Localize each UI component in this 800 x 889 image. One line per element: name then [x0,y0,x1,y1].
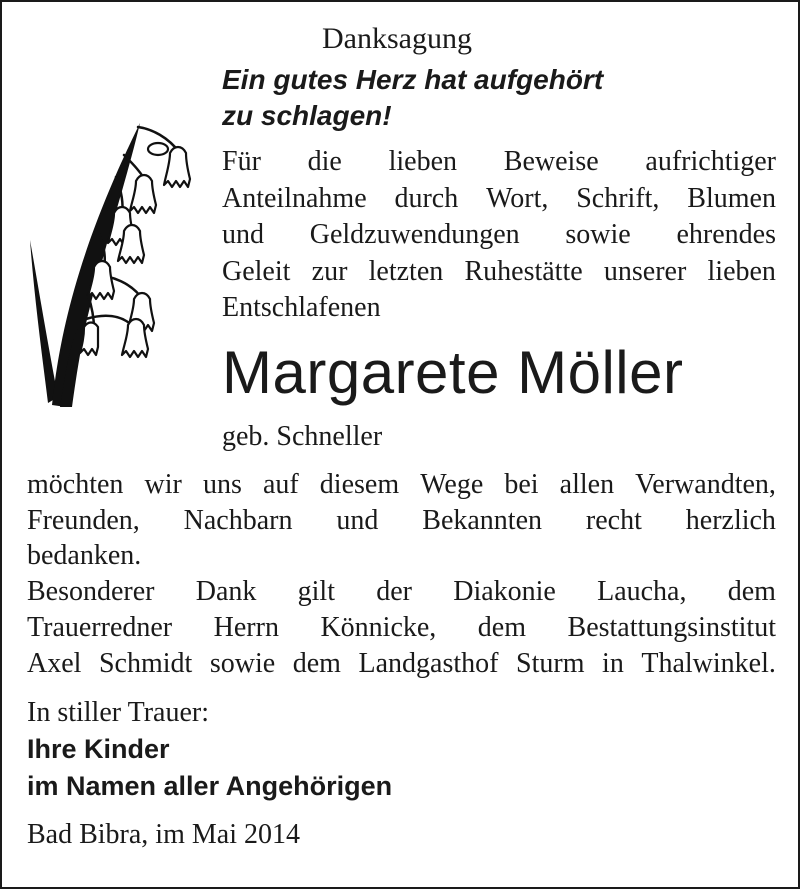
motto-line: zu schlagen! [222,100,392,131]
text-line: Entschlafenen [222,292,381,323]
thanks-paragraph [27,467,776,681]
signatory: im Namen aller Angehörigen [27,771,393,801]
text-line: Trauerredner Herrn Könnicke, dem Bestattungsinstitut [27,611,776,643]
text-line: Besonderer Dank gilt der Diakonie Laucha, dem [27,576,776,608]
motto [222,62,603,134]
lily-of-the-valley-icon [20,115,210,410]
text-line: Anteilnahme durch Wort, Schrift, Blumen [222,182,776,214]
maiden-name: geb. Schneller [222,421,383,452]
closing-block [27,694,392,805]
signatory: Ihre Kinder [27,734,170,764]
notice-heading: Danksagung [322,22,472,55]
deceased-name: Margarete Möller [222,339,684,406]
text-line: Freunden, Nachbarn und Bekannten recht herzlich [27,504,776,536]
place-date: Bad Bibra, im Mai 2014 [27,819,300,850]
text-line: und Geldzuwendungen sowie ehrendes [222,219,776,250]
motto-line: Ein gutes Herz hat aufgehört [222,64,604,95]
text-line: Geleit zur letzten Ruhestätte unserer lieben [222,255,776,287]
intro-paragraph [222,144,776,327]
text-line: möchten wir uns auf diesem Wege bei allen Verwandten, [27,469,776,500]
text-line: Axel Schmidt sowie dem Landgasthof Sturm in Thalwinkel. [27,647,776,679]
text-line: Für die lieben Beweise aufrichtiger [222,146,776,177]
text-line: bedanken. [27,540,142,572]
closing-intro: In stiller Trauer: [27,697,209,728]
